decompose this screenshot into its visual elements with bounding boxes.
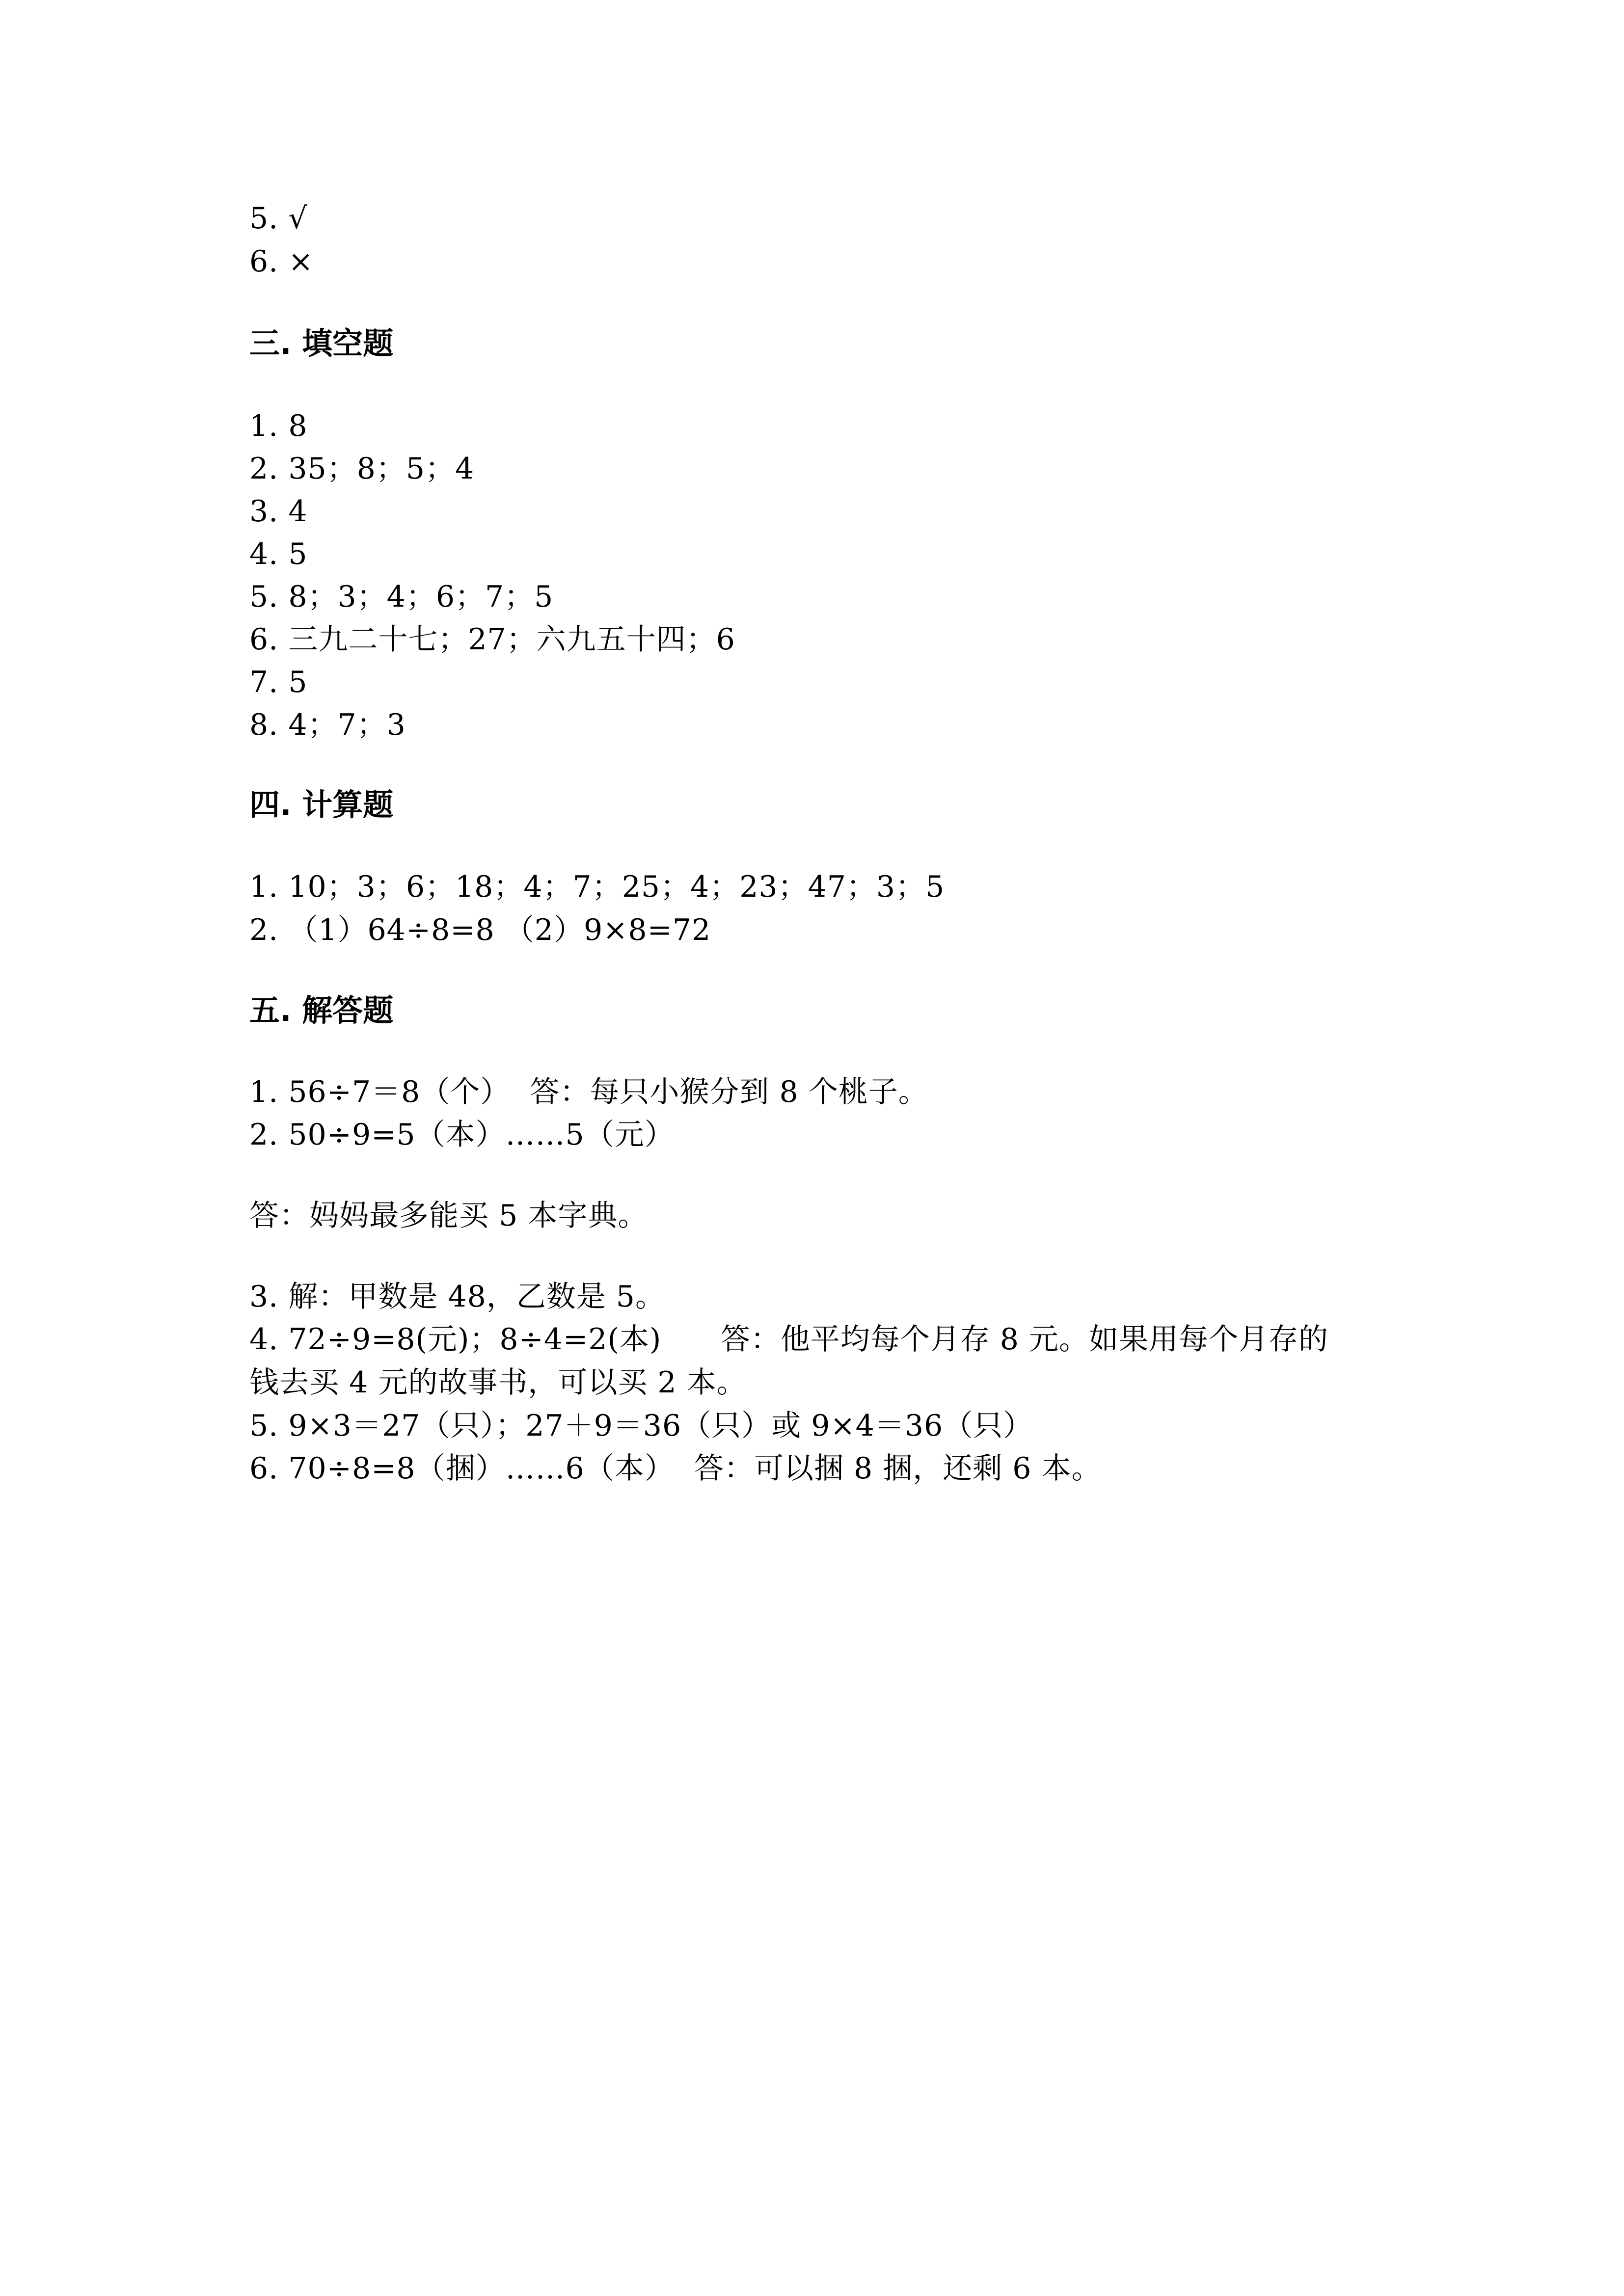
- answer-line: 2. 35；8；5；4: [249, 452, 475, 486]
- section-heading: 三. 填空题: [249, 325, 394, 361]
- answer-line: 8. 4；7；3: [249, 708, 406, 742]
- section-heading: 四. 计算题: [249, 787, 394, 823]
- answer-line: 1. 56÷7＝8（个） 答：每只小猴分到 8 个桃子。: [249, 1075, 928, 1109]
- answer-line: 1. 10；3；6；18；4；7；25；4；23；47；3；5: [249, 870, 945, 904]
- answer-line: 5. √: [249, 201, 308, 236]
- answer-line: 6. 70÷8=8（捆）……6（本） 答：可以捆 8 捆，还剩 6 本。: [249, 1451, 1102, 1486]
- answer-line: 4. 72÷9=8(元)；8÷4=2(本) 答：他平均每个月存 8 元。如果用每个月存的: [249, 1322, 1329, 1357]
- answer-line: 1. 8: [249, 409, 308, 443]
- answer-line: 3. 4: [249, 494, 308, 529]
- answer-line: 7. 5: [249, 665, 308, 699]
- answer-line: 6. 三九二十七；27；六九五十四；6: [249, 622, 735, 657]
- answer-line: 4. 5: [249, 537, 308, 571]
- answer-line: 钱去买 4 元的故事书，可以买 2 本。: [249, 1365, 747, 1400]
- answer-line: 2. 50÷9=5（本）……5（元）: [249, 1118, 675, 1152]
- answer-line: 6. ×: [249, 244, 314, 279]
- section-heading: 五. 解答题: [249, 992, 394, 1028]
- answer-line: 3. 解：甲数是 48，乙数是 5。: [249, 1280, 665, 1314]
- answer-line: 5. 8；3；4；6；7；5: [249, 580, 554, 614]
- answer-line: 2. （1）64÷8=8 （2）9×8=72: [249, 913, 711, 947]
- answer-line: 答：妈妈最多能买 5 本字典。: [249, 1199, 648, 1233]
- answer-line: 5. 9×3＝27（只）；27＋9＝36（只）或 9×4＝36（只）: [249, 1409, 1033, 1443]
